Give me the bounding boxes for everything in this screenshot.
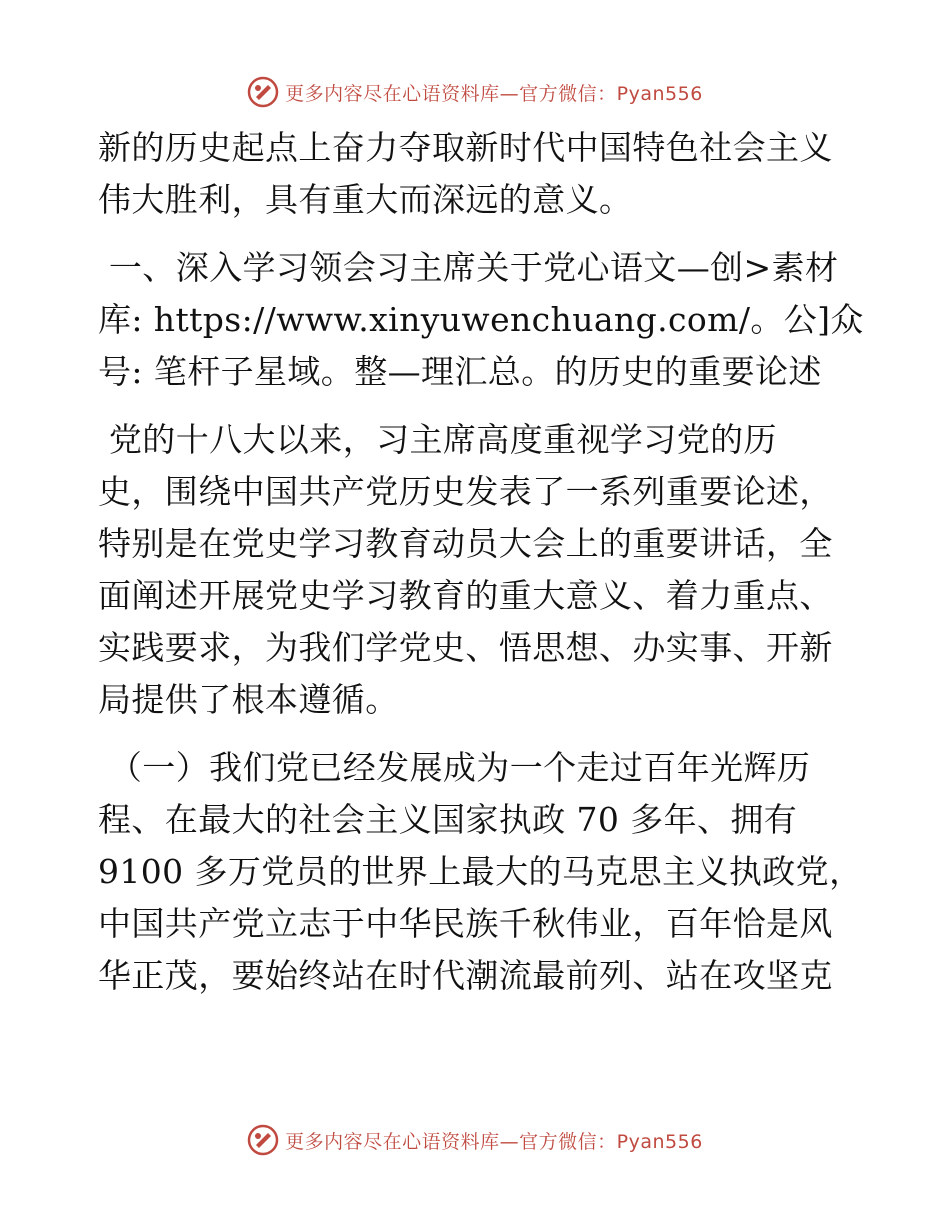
text-line: 新的历史起点上奋力夺取新时代中国特色社会主义	[98, 128, 833, 167]
text-line: 库: https://www.xinyuwenchuang.com/。公]众	[98, 300, 864, 339]
brand-logo-icon	[247, 76, 279, 108]
text-line: 史，围绕中国共产党历史发表了一系列重要论述，	[98, 472, 833, 511]
text-line: 华正茂，要始终站在时代潮流最前列、站在攻坚克	[98, 956, 833, 995]
text-line: 程、在最大的社会主义国家执政 70 多年、拥有	[98, 800, 798, 839]
paragraph-4	[98, 742, 863, 1002]
header-banner	[0, 72, 950, 112]
paragraph-3	[98, 414, 858, 726]
text-line: 党的十八大以来，习主席高度重视学习党的历	[98, 420, 777, 459]
text-line: 9100 多万党员的世界上最大的马克思主义执政党，	[98, 852, 863, 891]
text-line: 局提供了根本遵循。	[98, 680, 399, 719]
text-line: 号: 笔杆子星域。整—理汇总。的历史的重要论述	[98, 352, 822, 391]
text-line: 中国共产党立志于中华民族千秋伟业，百年恰是风	[98, 904, 833, 943]
text-line: 实践要求，为我们学党史、悟思想、办实事、开新	[98, 628, 833, 667]
footer-banner	[0, 1120, 950, 1160]
text-line: 特别是在党史学习教育动员大会上的重要讲话，全	[98, 524, 833, 563]
text-line: 伟大胜利，具有重大而深远的意义。	[98, 180, 633, 219]
header-banner-text: 更多内容尽在心语资料库—官方微信：Pyan556	[285, 82, 703, 105]
text-line: 一、深入学习领会习主席关于党心语文—创>素材	[98, 248, 839, 287]
text-line: （一）我们党已经发展成为一个走过百年光辉历	[98, 748, 811, 787]
brand-logo-icon	[247, 1124, 279, 1156]
document-body	[98, 122, 864, 1002]
text-line: 面阐述开展党史学习教育的重大意义、着力重点、	[98, 576, 833, 615]
footer-banner-text: 更多内容尽在心语资料库—官方微信：Pyan556	[285, 1130, 703, 1153]
section-heading-1	[98, 242, 864, 398]
paragraph-1	[98, 122, 858, 226]
